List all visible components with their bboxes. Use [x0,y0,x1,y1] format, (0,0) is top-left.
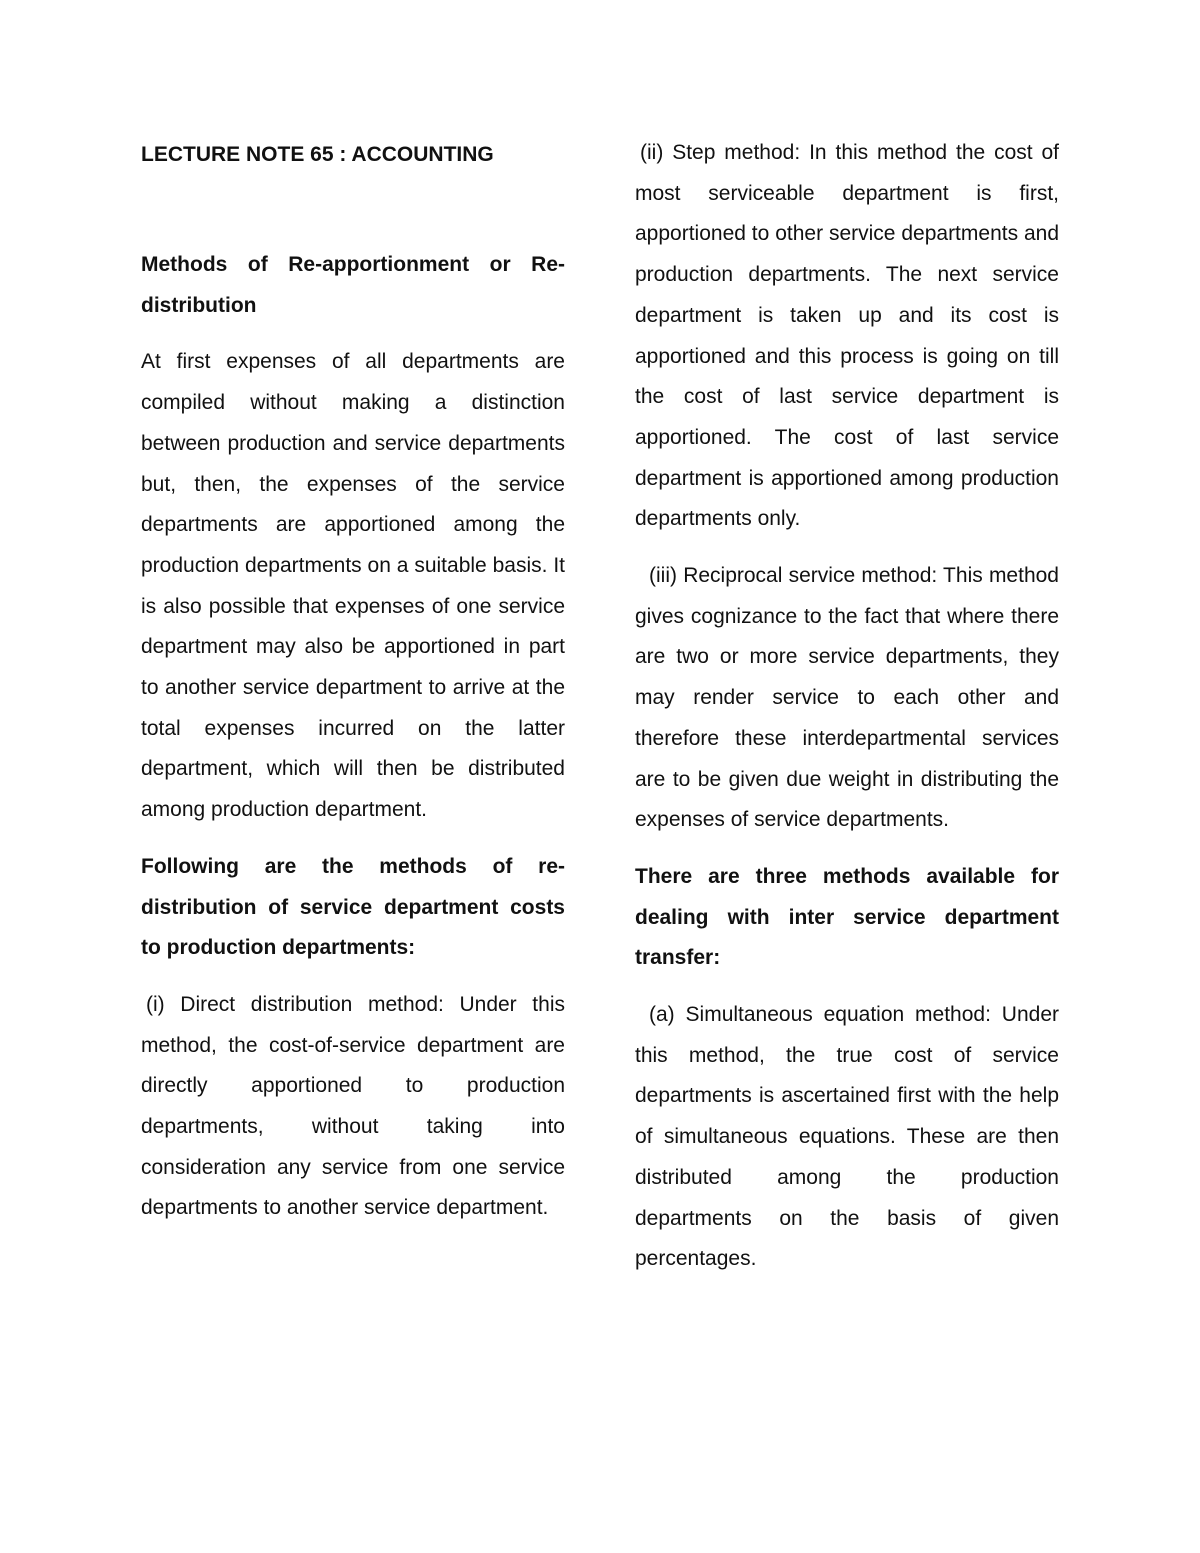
right-column [635,133,1059,1296]
left-column [141,133,565,1245]
heading-inter-service-transfer: There are three methods available for dealing with inter service department transfer: [635,864,1059,970]
paragraph-reciprocal-method: (iii) Reciprocal service method: This method gives cognizance to the fact that where there are two or more service departments, they may render service to each other and therefore these interdepartmental services are to be given due weight in distributing the expenses of service departments. [635,564,1059,832]
heading-redistribution-methods: Following are the methods of re-distribution of service department costs to production departments: [141,854,565,960]
paragraph-overview: At first expenses of all departments are compiled without making a distinction between production and service departments but, then, the expenses of the service departments are apportioned among the production departments on a suitable basis. It is also possible that expenses of one service department may also be apportioned in part to another service department to arrive at the total expenses incurred on the latter department, which will then be distributed among production department. [141,350,565,822]
title-spacer [141,177,565,245]
heading-reapportionment-methods: Methods of Re-apportionment or Re-distribution [141,253,565,317]
paragraph-direct-distribution: (i) Direct distribution method: Under this method, the cost-of-service department are directly apportioned to production departments, without taking into consideration any service from one service departments to another service department. [141,992,565,1220]
paragraph-step-method: (ii) Step method: In this method the cost of most serviceable department is first, apportioned to other service departments and production departments. The next service department is taken up and its cost is apportioned and this process is going on till the cost of last service department is apportioned. The cost of last service department is apportioned among production departments only. [635,141,1059,531]
document-title: LECTURE NOTE 65 : ACCOUNTING [141,143,494,166]
paragraph-simultaneous-equation: (a) Simultaneous equation method: Under this method, the true cost of service departments is ascertained first with the help of simultaneous equations. These are then distributed among the production departments on the basis of given percentages. [635,1003,1059,1271]
